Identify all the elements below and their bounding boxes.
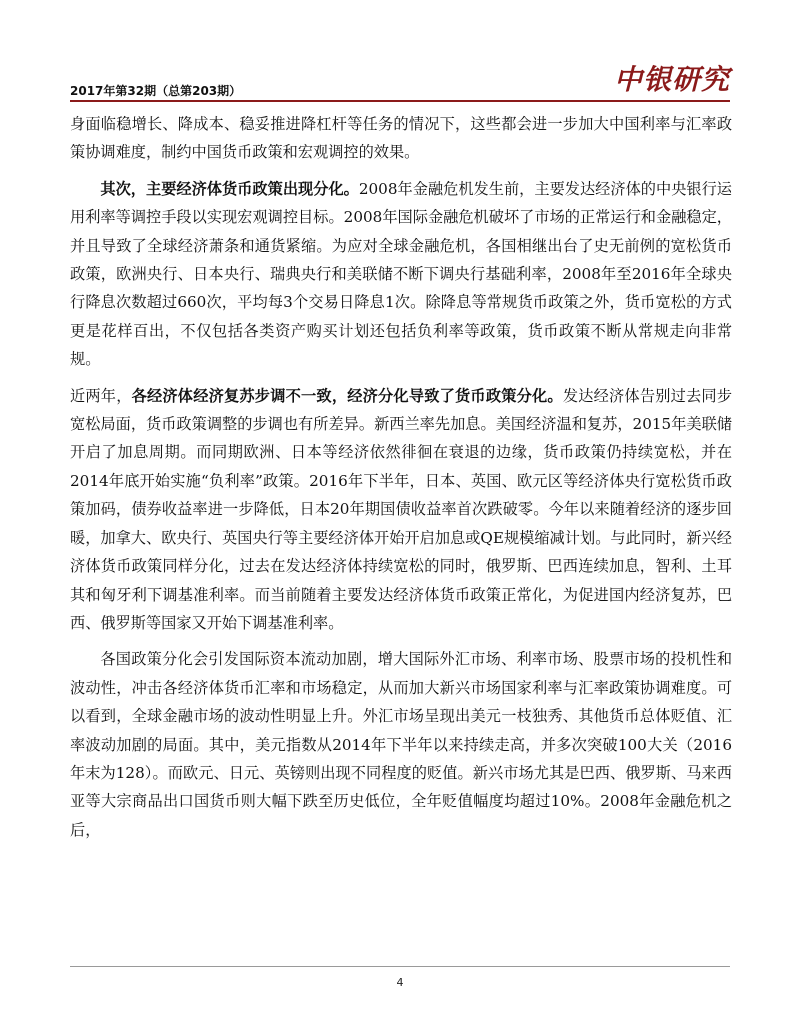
article-body bbox=[70, 110, 732, 852]
paragraph-4-text: 各国政策分化会引发国际资本流动加剧，增大国际外汇市场、利率市场、股票市场的投机性和波动性，冲击各经济体货币汇率和市场稳定，从而加大新兴市场国家利率与汇率政策协调难度。可以看到，全球金融市场的波动性明显上升。外汇市场呈现出美元一枝独秀、其他货币总体贬值、汇率波动加剧的局面。其中，美元指数从2014年下半年以来持续走高，并多次突破100大关（2016年末为128）。而欧元、日元、英镑则出现不同程度的贬值。新兴市场尤其是巴西、俄罗斯、马来西亚等大宗商品出口国货币则大幅下跌至历史低位，全年贬值幅度均超过10%。2008年金融危机之后， bbox=[70, 650, 732, 839]
brand-logo: 中银研究 bbox=[613, 63, 730, 96]
paragraph-2-lead: 其次，主要经济体货币政策出现分化。 bbox=[100, 179, 359, 198]
issue-label: 2017年第32期（总第203期） bbox=[70, 84, 242, 98]
header-divider bbox=[70, 100, 730, 102]
page-number: 4 bbox=[396, 976, 404, 989]
paragraph-3 bbox=[70, 382, 732, 638]
paragraph-1 bbox=[70, 110, 732, 167]
paragraph-3-text: 发达经济体告别过去同步宽松局面，货币政策调整的步调也有所差异。新西兰率先加息。美国经济温和复苏，2015年美联储开启了加息周期。而同期欧洲、日本等经济依然徘徊在衰退的边缘，货币政策仍持续宽松，并在2014年底开始实施“负利率”政策。2016年下半年，日本、英国、欧元区等经济体央行宽松货币政策加码，债券收益率进一步降低，日本20年期国债收益率首次跌破零。今年以来随着经济的逐步回暖，加拿大、欧央行、英国央行等主要经济体开始开启加息或QE规模缩减计划。与此同时，新兴经济体货币政策同样分化，过去在发达经济体持续宽松的同时，俄罗斯、巴西连续加息，智利、土耳其和匈牙利下调基准利率。而当前随着主要发达经济体货币政策正常化，为促进国内经济复苏，巴西、俄罗斯等国家又开始下调基准利率。 bbox=[70, 386, 733, 632]
paragraph-3-pre: 近两年， bbox=[70, 386, 132, 405]
paragraph-2-text: 2008年金融危机发生前，主要发达经济体的中央银行运用利率等调控手段以实现宏观调控目标。2008年国际金融危机破坏了市场的正常运行和金融稳定，并且导致了全球经济萧条和通货紧缩。为应对全球金融危机，各国相继出台了史无前例的宽松货币政策，欧洲央行、日本央行、瑞典央行和美联储不断下调央行基础利率，2008年至2016年全球央行降息次数超过660次，平均每3个交易日降息1次。除降息等常规货币政策之外，货币宽松的方式更是花样百出，不仅包括各类资产购买计划还包括负利率等政策，货币政策不断从常规走向非常规。 bbox=[70, 179, 732, 369]
paragraph-3-lead: 各经济体经济复苏步调不一致，经济分化导致了货币政策分化。 bbox=[131, 386, 563, 405]
footer-divider bbox=[70, 966, 730, 967]
paragraph-4 bbox=[70, 645, 732, 844]
paragraph-1-text: 身面临稳增长、降成本、稳妥推进降杠杆等任务的情况下，这些都会进一步加大中国利率与汇率政策协调难度，制约中国货币政策和宏观调控的效果。 bbox=[70, 115, 732, 162]
paragraph-2 bbox=[70, 175, 732, 374]
page-header bbox=[70, 58, 730, 102]
